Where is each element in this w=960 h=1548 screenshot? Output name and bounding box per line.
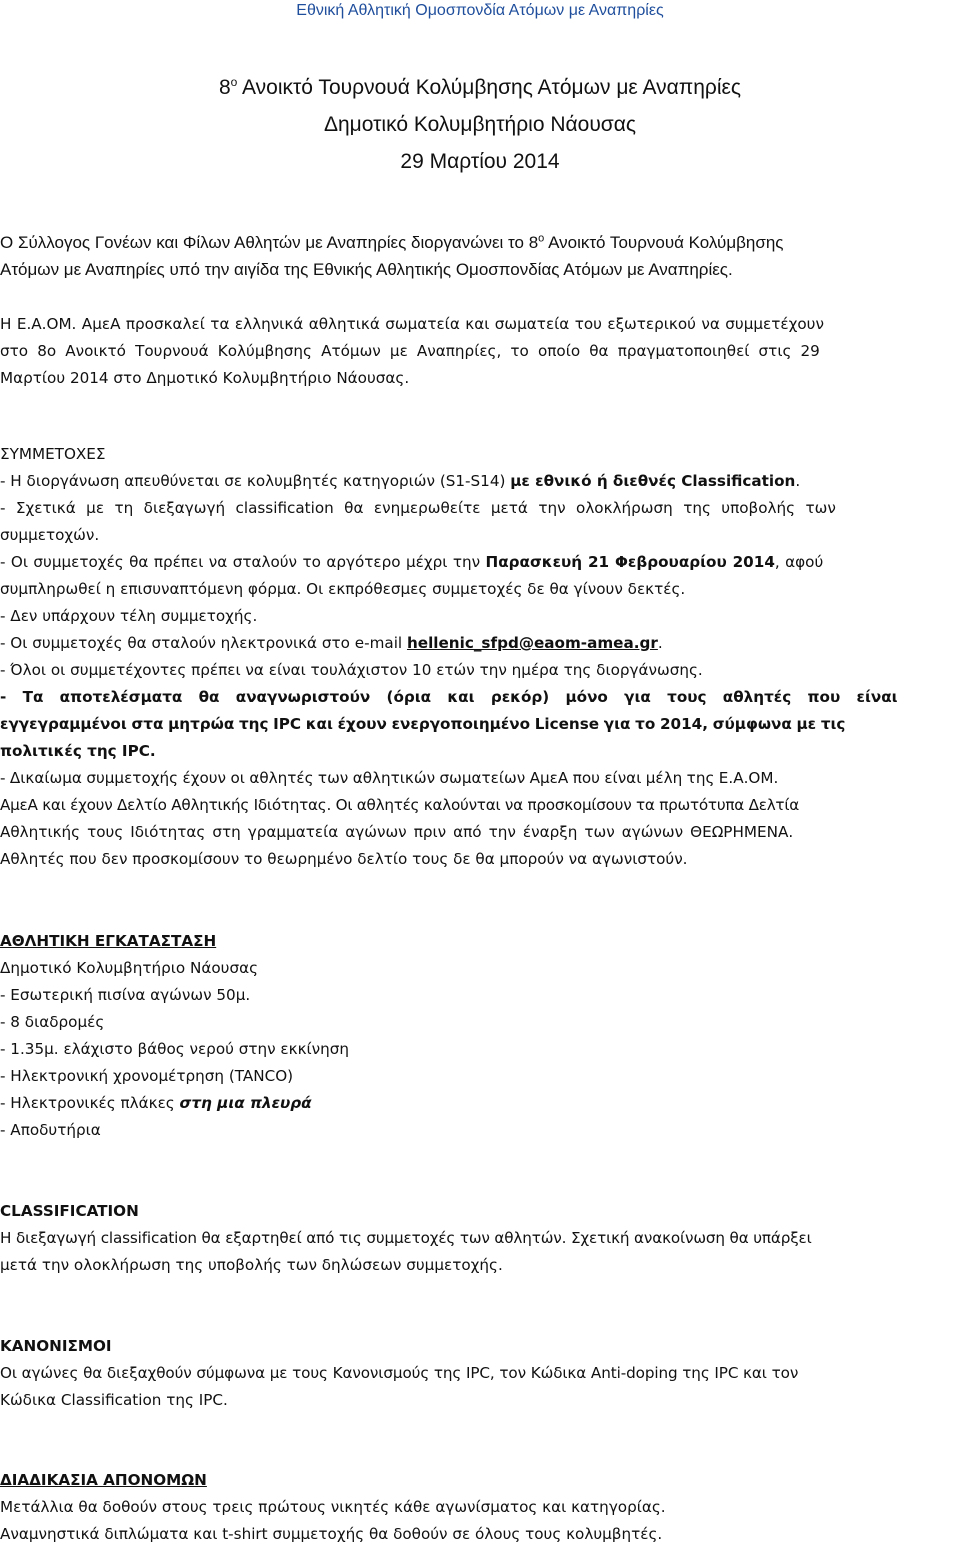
participation-item-7-end: πολιτικές της IPC. xyxy=(0,742,156,760)
invite-line-3: Μαρτίου 2014 στο Δημοτικό Κολυμβητήριο Νάουσας. xyxy=(0,369,410,387)
rules-line-2: Κώδικα Classification της IPC. xyxy=(0,1391,228,1409)
intro-paragraph xyxy=(0,229,958,283)
participation-item-8: - Δικαίωμα συμμετοχής έχουν οι αθλητές των αθλητικών σωματείων ΑμεΑ που είναι μέλη της Ε.Α.ΟΜ. xyxy=(0,769,779,787)
invite-line-2: στο 8ο Ανοικτό Τουρνουά Κολύμβησης Ατόμων με Αναπηρίες, το οποίο θα πραγματοποιηθεί στις 29 xyxy=(0,342,820,360)
awards-heading: ΔΙΑΔΙΚΑΣΙΑ ΑΠΟΝΟΜΩΝ xyxy=(0,1471,207,1489)
participation-item-2: - Σχετικά με τη διεξαγωγή classification θα ενημερωθείτε μετά την ολοκλήρωση της υποβολής των xyxy=(0,499,836,517)
participation-item-3-cont: συμπληρωθεί η επισυναπτόμενη φόρμα. Οι εκπρόθεσμες συμμετοχές δε θα γίνουν δεκτές. xyxy=(0,580,686,598)
participation-item-7: - Τα αποτελέσματα θα αναγνωριστούν (όρια και ρεκόρ) μόνο για τους αθλητές που είναι xyxy=(0,688,898,706)
classification-line-1: Η διεξαγωγή classification θα εξαρτηθεί από τις συμμετοχές των αθλητών. Σχετική ανακοίνωση θα υπάρξει xyxy=(0,1229,812,1247)
participation-item-1: - Η διοργάνωση απευθύνεται σε κολυμβητές κατηγοριών (S1-S14) με εθνικό ή διεθνές Classification. xyxy=(0,472,801,490)
participation-item-3: - Οι συμμετοχές θα πρέπει να σταλούν το αργότερο μέχρι την Παρασκευή 21 Φεβρουαρίου 2014, αφού xyxy=(0,553,824,571)
invitation-paragraph xyxy=(0,311,958,392)
rules-heading: ΚΑΝΟΝΙΣΜΟΙ xyxy=(0,1337,112,1355)
email-link[interactable]: hellenic_sfpd@eaom-amea.gr xyxy=(406,634,658,652)
page-header: Εθνική Αθλητική Ομοσπονδία Ατόμων με Αναπηρίες xyxy=(296,2,664,19)
venue-item: - Ηλεκτρονική χρονομέτρηση (TANCO) xyxy=(0,1067,294,1085)
venue-heading: ΑΘΛΗΤΙΚΗ ΕΓΚΑΤΑΣΤΑΣΗ xyxy=(0,932,217,950)
venue-item: - Εσωτερική πισίνα αγώνων 50μ. xyxy=(0,986,251,1004)
participation-item-5: - Οι συμμετοχές θα σταλούν ηλεκτρονικά στο e-mail hellenic_sfpd@eaom-amea.gr. xyxy=(0,634,663,652)
title-line-1: $8^o$ Ανοικτό Τουρνουά Κολύμβησης Ατόμων με Αναπηρίες xyxy=(218,75,741,99)
participation-item-7-cont: εγγεγραμμένοι στα μητρώα της IPC και έχουν ενεργοποιημένο License για το 2014, σύμφωνα με τις xyxy=(0,715,846,733)
venue-section xyxy=(0,928,958,1144)
rules-line-1: Οι αγώνες θα διεξαχθούν σύμφωνα με τους Κανονισμούς της IPC, τον Κώδικα Anti-doping της IPC και τον xyxy=(0,1364,799,1382)
participation-item-8-cont-2: Αθλητικής τους Ιδιότητας στη γραμματεία αγώνων πριν από την έναρξη των αγώνων ΘΕΩΡΗΜΕΝΑ. xyxy=(0,823,794,841)
venue-name: Δημοτικό Κολυμβητήριο Νάουσας xyxy=(0,959,259,977)
classification-section xyxy=(0,1198,958,1279)
awards-section xyxy=(0,1467,958,1548)
participation-item-4: - Δεν υπάρχουν τέλη συμμετοχής. xyxy=(0,607,258,625)
participation-item-2-cont: συμμετοχών. xyxy=(0,526,100,544)
title-line-2: Δημοτικό Κολυμβητήριο Νάουσας xyxy=(323,113,637,136)
participation-item-8-cont-1: ΑμεΑ και έχουν Δελτίο Αθλητικής Ιδιότητας. Οι αθλητές καλούνται να προσκομίσουν τα πρωτότυπα Δελτία xyxy=(0,796,799,814)
venue-item: - 8 διαδρομές xyxy=(0,1013,105,1031)
venue-item: - Αποδυτήρια xyxy=(0,1121,101,1139)
title-line-3: 29 Μαρτίου 2014 xyxy=(400,150,560,173)
venue-item: - 1.35μ. ελάχιστο βάθος νερού στην εκκίνηση xyxy=(0,1040,350,1058)
participation-heading: ΣΥΜΜΕΤΟΧΕΣ xyxy=(0,445,106,463)
participation-item-8-cont-3: Αθλητές που δεν προσκομίσουν το θεωρημένο δελτίο τους δε θα μπορούν να αγωνιστούν. xyxy=(0,850,688,868)
participation-item-6: - Όλοι οι συμμετέχοντες πρέπει να είναι τουλάχιστον 10 ετών την ημέρα της διοργάνωσης. xyxy=(0,661,703,679)
classification-line-2: μετά την ολοκλήρωση της υποβολής των δηλώσεων συμμετοχής. xyxy=(0,1256,503,1274)
intro-line-2: Ατόμων με Αναπηρίες υπό την αιγίδα της Εθνικής Αθλητικής Ομοσπονδίας Ατόμων με Αναπηρίες. xyxy=(0,260,733,279)
invite-line-1: Η Ε.Α.ΟΜ. ΑμεΑ προσκαλεί τα ελληνικά αθλητικά σωματεία και σωματεία του εξωτερικού να συμμετέχουν xyxy=(0,315,824,333)
classification-heading: CLASSIFICATION xyxy=(0,1202,139,1220)
rules-section xyxy=(0,1333,958,1414)
intro-line-1: Ο Σύλλογος Γονέων και Φίλων Αθλητών με Αναπηρίες διοργανώνει το $8^o$ Ανοικτό Τουρνουά Κολύμβησης xyxy=(0,232,784,252)
awards-line-1: Μετάλλια θα δοθούν στους τρεις πρώτους νικητές κάθε αγωνίσματος και κατηγορίας. xyxy=(0,1498,666,1516)
venue-item: - Ηλεκτρονικές πλάκες στη μια πλευρά xyxy=(0,1094,312,1112)
participation-section xyxy=(0,441,958,873)
awards-line-2: Αναμνηστικά διπλώματα και t-shirt συμμετοχής θα δοθούν σε όλους τους κολυμβητές. xyxy=(0,1525,663,1543)
